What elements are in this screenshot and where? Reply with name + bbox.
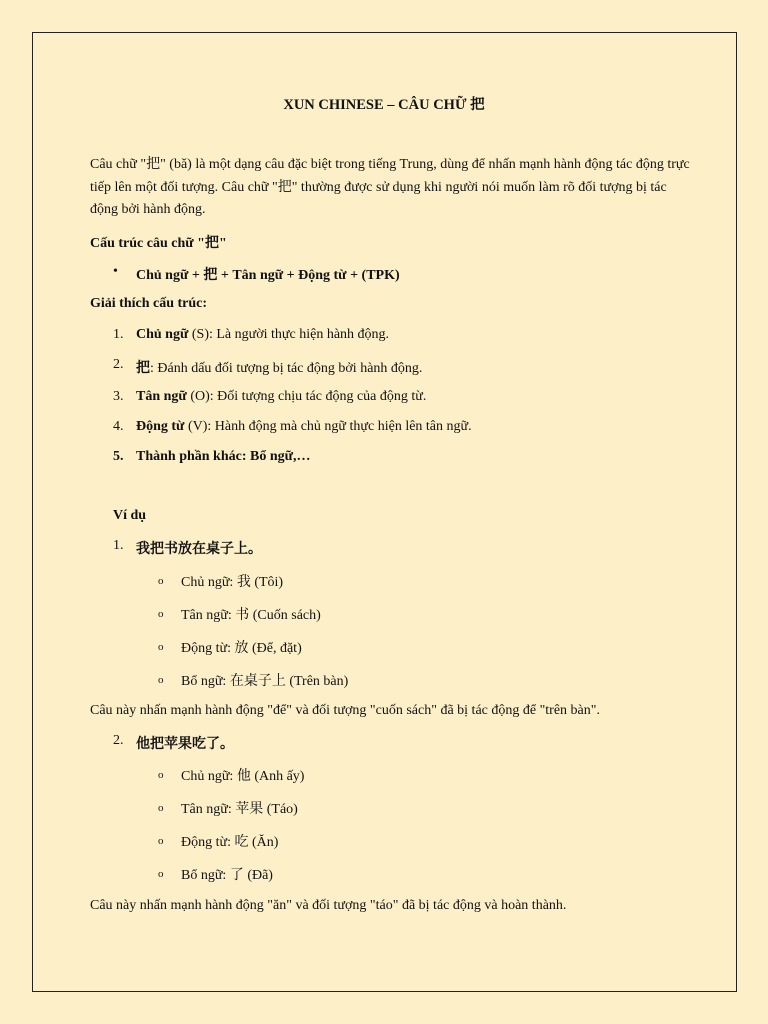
- circle-bullet-icon: o: [158, 608, 164, 620]
- circle-bullet-icon: o: [158, 674, 164, 686]
- list-item-term: Động từ: [136, 419, 185, 434]
- list-item-desc: (V): Hành động mà chủ ngữ thực hiện lên tân ngữ.: [184, 419, 472, 434]
- list-item: [136, 357, 422, 377]
- example-part: Chủ ngữ: 他 (Anh ấy): [181, 769, 305, 784]
- structure-formula: Chủ ngữ + 把 + Tân ngữ + Động từ + (TPK): [136, 268, 400, 283]
- example-note: Câu này nhấn mạnh hành động "để" và đối tượng "cuốn sách" đã bị tác động để "trên bàn".: [90, 703, 600, 718]
- list-number: 5.: [113, 449, 124, 464]
- circle-bullet-icon: o: [158, 575, 164, 587]
- list-item-desc: (O): Đối tượng chịu tác động của động từ.: [186, 389, 427, 404]
- list-item-term: Chủ ngữ: [136, 327, 189, 342]
- list-item-term: Tân ngữ: [136, 389, 187, 404]
- list-item: [136, 327, 389, 343]
- list-number: 3.: [113, 389, 124, 404]
- circle-bullet-icon: o: [158, 835, 164, 847]
- example-part: Động từ: 放 (Để, đặt): [181, 641, 302, 656]
- list-item: [136, 419, 472, 435]
- list-item-term: Thành phần khác: Bổ ngữ,…: [136, 449, 311, 464]
- list-item-desc: : Đánh dấu đối tượng bị tác động bởi hành động.: [150, 361, 423, 376]
- intro-paragraph: Câu chữ "把" (bǎ) là một dạng câu đặc biệt trong tiếng Trung, dùng để nhấn mạnh hành động tác động trực tiếp lên một đối tượng. Câu chữ "把" thường được sử dụng khi người nói muốn làm rõ đối tượng bị tác động bởi hành động.: [90, 157, 690, 217]
- example-part: Chủ ngữ: 我 (Tôi): [181, 575, 284, 590]
- list-number: 2.: [113, 357, 124, 372]
- example-part: Tân ngữ: 书 (Cuốn sách): [181, 608, 321, 623]
- example-number: 1.: [113, 538, 124, 553]
- list-item-desc: (S): Là người thực hiện hành động.: [188, 327, 390, 342]
- example-part: Bổ ngữ: 了 (Đã): [181, 868, 273, 883]
- list-item-term: 把: [136, 361, 150, 376]
- list-item: [136, 389, 426, 405]
- example-sentence: 他把苹果吃了。: [136, 737, 234, 752]
- circle-bullet-icon: o: [158, 769, 164, 781]
- document-title: XUN CHINESE – CÂU CHỮ 把: [283, 97, 485, 113]
- structure-heading: Cấu trúc câu chữ "把": [90, 236, 227, 251]
- bullet-icon: •: [113, 264, 118, 279]
- example-part: Tân ngữ: 苹果 (Táo): [181, 802, 298, 817]
- example-part: Bổ ngữ: 在桌子上 (Trên bàn): [181, 674, 349, 689]
- list-number: 1.: [113, 327, 124, 342]
- example-note: Câu này nhấn mạnh hành động "ăn" và đối tượng "táo" đã bị tác động và hoàn thành.: [90, 898, 567, 913]
- list-number: 4.: [113, 419, 124, 434]
- circle-bullet-icon: o: [158, 641, 164, 653]
- examples-heading: Ví dụ: [113, 508, 147, 523]
- circle-bullet-icon: o: [158, 868, 164, 880]
- circle-bullet-icon: o: [158, 802, 164, 814]
- list-item: [136, 449, 311, 465]
- example-sentence: 我把书放在桌子上。: [136, 542, 262, 557]
- example-part: Động từ: 吃 (Ăn): [181, 835, 279, 850]
- explain-heading: Giải thích cấu trúc:: [90, 296, 208, 311]
- example-number: 2.: [113, 733, 124, 748]
